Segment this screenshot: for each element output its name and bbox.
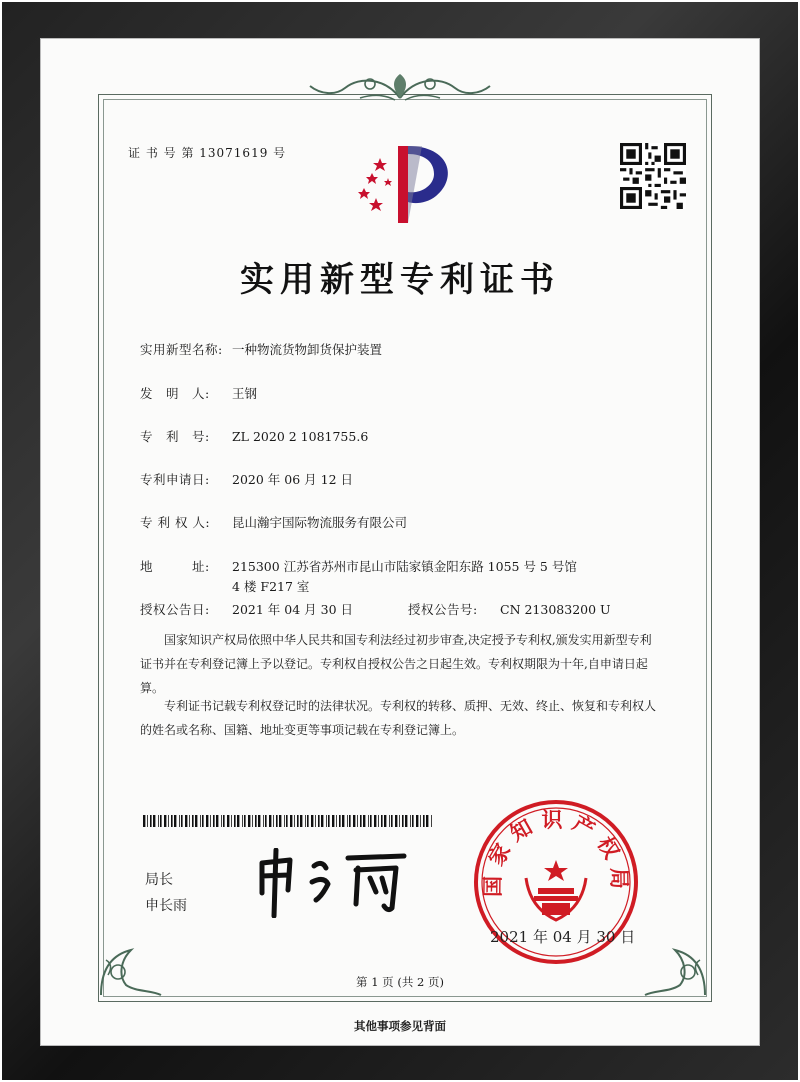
field-grant-no-value: CN 213083200 U	[500, 602, 611, 617]
paragraph-decision: 国家知识产权局依照中华人民共和国专利法经过初步审查,决定授予专利权,颁发实用新型专利证书并在专利登记簿上予以登记。专利权自授权公告之日起生效。专利权期限为十年,自申请日起算。	[140, 633, 652, 695]
field-patent-no-value: ZL 2020 2 1081755.6	[232, 429, 369, 444]
field-patentee-value: 昆山瀚宇国际物流服务有限公司	[232, 515, 408, 530]
field-grant-date-label: 授权公告日:	[140, 602, 210, 617]
paragraph-legal-status: 专利证书记载专利权登记时的法律状况。专利权的转移、质押、无效、终止、恢复和专利权人的姓名或名称、国籍、地址变更等事项记载在专利登记簿上。	[140, 699, 657, 737]
field-address-line1: 215300 江苏省苏州市昆山市陆家镇金阳东路 1055 号 5 号馆	[232, 559, 577, 574]
field-filing-date	[140, 470, 353, 488]
field-filing-date-label: 专利申请日:	[140, 472, 210, 487]
field-patentee-label: 专 利 权 人:	[140, 515, 211, 530]
stamp-date: 2021 年 04 月 30 日	[490, 928, 636, 946]
field-filing-date-value: 2020 年 06 月 12 日	[232, 472, 353, 487]
field-address-line2: 4 楼 F217 室	[232, 579, 310, 594]
field-name	[140, 340, 382, 358]
certificate-number: 证 书 号 第 13071619 号	[128, 146, 287, 160]
signature-role: 局长	[145, 872, 173, 888]
field-grant-date	[140, 600, 353, 618]
field-address-label: 地 址:	[140, 559, 210, 574]
qr-code-icon	[620, 143, 686, 209]
field-grant-no-label: 授权公告号:	[408, 602, 478, 617]
page-indicator: 第 1 页 (共 2 页)	[356, 975, 444, 989]
field-name-value: 一种物流货物卸货保护装置	[232, 342, 383, 357]
handwritten-signature	[252, 848, 412, 918]
signature-name: 申长雨	[145, 898, 187, 914]
certificate-title: 实用新型专利证书	[240, 260, 560, 300]
svg-text:国家知识产权局: 国家知识产权局	[480, 808, 632, 898]
field-grant-no	[408, 600, 611, 618]
field-patent-no-label: 专 利 号:	[140, 429, 210, 444]
field-patent-no	[140, 427, 368, 445]
top-ornament-icon	[300, 68, 500, 108]
field-name-label: 实用新型名称:	[140, 342, 223, 357]
cnipa-logo-icon	[350, 138, 460, 228]
field-patentee	[140, 513, 407, 531]
field-inventor-label: 发 明 人:	[140, 386, 210, 401]
barcode-icon	[143, 815, 435, 827]
field-inventor	[140, 384, 257, 402]
bottom-note: 其他事项参见背面	[354, 1019, 446, 1033]
field-inventor-value: 王钢	[232, 386, 258, 401]
field-grant-date-value: 2021 年 04 月 30 日	[232, 602, 353, 617]
field-address	[140, 557, 577, 597]
